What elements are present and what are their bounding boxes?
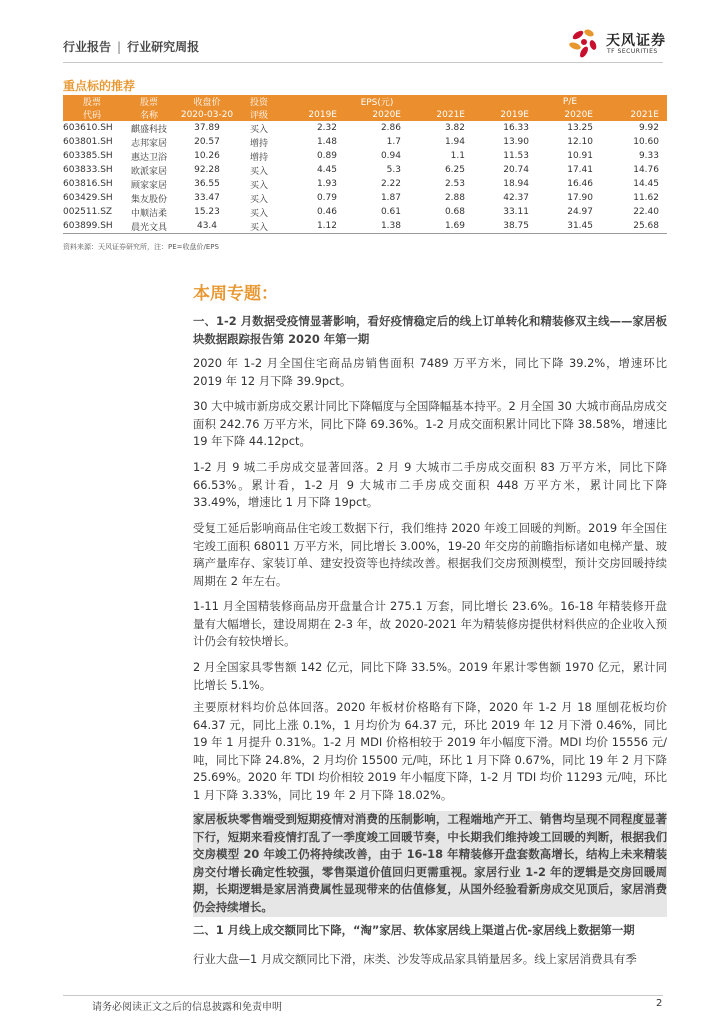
th-sub: 2021E bbox=[409, 108, 473, 121]
cell-eps19: 1.48 bbox=[316, 137, 337, 147]
th-sub: 2020E bbox=[345, 108, 409, 121]
th-sub: 名称 bbox=[121, 108, 177, 121]
cell-name: 顾家家居 bbox=[130, 180, 167, 191]
cell-price: 37.89 bbox=[194, 123, 220, 133]
cell-price: 36.55 bbox=[194, 179, 220, 189]
cell-rating: 买入 bbox=[237, 219, 281, 234]
cell-pe20: 24.97 bbox=[567, 207, 593, 217]
cell-eps20: 1.87 bbox=[380, 193, 401, 203]
cell-pe21: 11.62 bbox=[633, 193, 659, 203]
cell-eps20: 2.22 bbox=[380, 179, 401, 189]
paragraph: 2020 年 1-2 月全国住宅商品房销售面积 7489 万平方米，同比下降 39.2%，增速环比 2019 年 12 月下降 39.9pct。 bbox=[193, 356, 667, 388]
cell-pe20: 16.46 bbox=[567, 179, 593, 189]
cell-eps19: 2.32 bbox=[316, 123, 337, 133]
cell-price: 43.4 bbox=[177, 219, 237, 234]
cell-name: 欧派家居 bbox=[130, 166, 167, 177]
cell-eps19: 1.12 bbox=[281, 219, 345, 234]
cell-pe19: 42.37 bbox=[503, 193, 529, 203]
logo-english-name: TF SECURITIES bbox=[607, 48, 658, 55]
cell-eps19: 0.46 bbox=[316, 207, 337, 217]
cell-eps21: 2.53 bbox=[444, 179, 465, 189]
th-rating: 投资 bbox=[237, 95, 281, 108]
table-row bbox=[63, 135, 667, 149]
cell-rating: 增持 bbox=[249, 152, 268, 163]
th-sub: 2019E bbox=[473, 108, 537, 121]
table-row bbox=[63, 205, 667, 219]
cell-code: 603385.SH bbox=[63, 151, 113, 161]
cell-rating: 买入 bbox=[249, 194, 268, 205]
cell-eps21: 6.25 bbox=[444, 165, 465, 175]
table-row bbox=[63, 149, 667, 163]
table-row bbox=[63, 219, 667, 234]
paragraph: 2 月全国家具零售额 142 亿元，同比下降 33.5%。2019 年累计零售额 1970 亿元，累计同比增长 5.1%。 bbox=[193, 660, 667, 692]
cell-eps20: 2.86 bbox=[380, 123, 401, 133]
report-header bbox=[63, 38, 199, 55]
highlight-paragraph: 家居板块零售端受到短期疫情对消费的压制影响，工程端地产开工、销售均呈现不同程度显著下行，短期来看疫情打乱了一季度竣工回暖节奏，中长期我们维持竣工回暖的判断，根据我们交房模型 20 年竣工仍将持续改善，由于 16-18 年精装修开盘套数高增长，结构上未来精装房交付增长确定性较强，零售渠道价值回归更需重视。家居行业 1-2 年的逻辑是交房回暖周期，长期逻辑是家居消费属性显现带来的估值修复，从国外经验看新房成交见顶后，家居消费仍会持续增长。 bbox=[193, 811, 667, 917]
cell-pe21: 9.92 bbox=[638, 123, 659, 133]
paragraph: 1-11 月全国精装修商品房开盘量合计 275.1 万套，同比增长 23.6%。16-18 年精装修开盘量有大幅增长，建设周期在 2-3 年，故 2020-2021 年为精装修房提供材料供应的企业收入预计仍会有较快增长。 bbox=[193, 599, 667, 649]
paragraph-heading-2: 二、1 月线上成交额同比下降，“淘”家居、软体家居线上渠道占优-家居线上数据第一期 bbox=[193, 923, 635, 937]
cell-pe20: 31.45 bbox=[537, 219, 601, 234]
tf-logo-icon bbox=[568, 26, 602, 60]
section-title: 重点标的推荐 bbox=[63, 79, 136, 93]
header-divider bbox=[63, 62, 663, 63]
cell-pe21: 14.76 bbox=[633, 165, 659, 175]
cell-name: 中顺洁柔 bbox=[130, 208, 167, 219]
cell-rating: 买入 bbox=[249, 180, 268, 191]
cell-pe21: 9.33 bbox=[638, 151, 659, 161]
cell-eps21: 1.94 bbox=[444, 137, 465, 147]
table-subheader-row bbox=[63, 108, 667, 121]
th-sub: 评级 bbox=[237, 108, 281, 121]
table-row bbox=[63, 163, 667, 177]
header-report-type: 行业报告 bbox=[63, 40, 112, 54]
table-row bbox=[63, 191, 667, 205]
cell-eps21: 1.69 bbox=[409, 219, 473, 234]
cell-pe20: 17.41 bbox=[567, 165, 593, 175]
cell-code: 603429.SH bbox=[63, 193, 113, 203]
th-eps: EPS(元) bbox=[281, 95, 473, 108]
logo-chinese-name: 天风证券 bbox=[606, 33, 666, 49]
th-sub: 2019E bbox=[281, 108, 345, 121]
table-row bbox=[63, 177, 667, 191]
th-code: 股票 bbox=[63, 95, 121, 108]
cell-pe20: 17.90 bbox=[567, 193, 593, 203]
tf-securities-logo bbox=[568, 26, 678, 60]
cell-code: 002511.SZ bbox=[63, 207, 113, 217]
cell-eps21: 2.88 bbox=[444, 193, 465, 203]
th-name: 股票 bbox=[121, 95, 177, 108]
cell-pe20: 13.25 bbox=[567, 123, 593, 133]
cell-eps21: 3.82 bbox=[444, 123, 465, 133]
cell-rating: 买入 bbox=[249, 166, 268, 177]
cell-eps19: 1.93 bbox=[316, 179, 337, 189]
cell-pe21: 25.68 bbox=[601, 219, 667, 234]
cell-eps21: 0.68 bbox=[444, 207, 465, 217]
source-note: 资料来源：天风证券研究所，注：PE=收盘价/EPS bbox=[63, 243, 219, 251]
cell-eps20: 1.38 bbox=[345, 219, 409, 234]
th-sub: 2020-03-20 bbox=[177, 108, 237, 121]
th-sub: 2020E bbox=[537, 108, 601, 121]
cell-code: 603899.SH bbox=[63, 219, 121, 234]
cell-price: 20.57 bbox=[194, 137, 220, 147]
recommendation-table bbox=[63, 95, 667, 234]
cell-pe19: 38.75 bbox=[473, 219, 537, 234]
cell-name: 志邦家居 bbox=[130, 138, 167, 149]
cell-pe19: 13.90 bbox=[503, 137, 529, 147]
topic-title: 本周专题： bbox=[193, 284, 278, 304]
th-pe: P/E bbox=[473, 95, 667, 108]
paragraph: 30 大中城市新房成交累计同比下降幅度与全国降幅基本持平。2 月全国 30 大城市商品房成交面积 242.76 万平方米，同比下降 69.36%。1-2 月成交面积累计同比下降 38.58%，增速比 19 年下降 44.12pct。 bbox=[193, 399, 667, 449]
th-sub: 代码 bbox=[63, 108, 121, 121]
header-report-subtype: 行业研究周报 bbox=[127, 40, 200, 54]
cell-code: 603610.SH bbox=[63, 123, 113, 133]
cell-eps19: 4.45 bbox=[316, 165, 337, 175]
cell-rating: 买入 bbox=[249, 124, 268, 135]
cell-price: 10.26 bbox=[194, 151, 220, 161]
cell-eps19: 0.89 bbox=[316, 151, 337, 161]
cell-name: 麒盛科技 bbox=[130, 124, 167, 135]
cell-eps20: 5.3 bbox=[386, 165, 401, 175]
cell-pe19: 20.74 bbox=[503, 165, 529, 175]
cell-eps20: 0.94 bbox=[380, 151, 401, 161]
cell-rating: 增持 bbox=[249, 138, 268, 149]
paragraph-heading-1: 一、1-2 月数据受疫情显著影响，看好疫情稳定后的线上订单转化和精装修双主线——家居板块数据跟踪报告第 2020 年第一期 bbox=[193, 314, 667, 346]
paragraph: 行业大盘—1 月成交额同比下滑，床类、沙发等成品家具销量居多。线上家居消费具有季 bbox=[193, 952, 637, 966]
cell-price: 92.28 bbox=[194, 165, 220, 175]
cell-code: 603816.SH bbox=[63, 179, 113, 189]
cell-eps19: 0.79 bbox=[316, 193, 337, 203]
cell-pe21: 14.45 bbox=[633, 179, 659, 189]
page-number: 2 bbox=[656, 998, 663, 1009]
cell-price: 33.47 bbox=[194, 193, 220, 203]
cell-name: 惠达卫浴 bbox=[130, 152, 167, 163]
cell-price: 15.23 bbox=[194, 207, 220, 217]
footer-divider bbox=[63, 995, 663, 996]
cell-code: 603833.SH bbox=[63, 165, 113, 175]
cell-pe20: 10.91 bbox=[567, 151, 593, 161]
paragraph: 1-2 月 9 城二手房成交显著回落。2 月 9 大城市二手房成交面积 83 万平方米，同比下降 66.53%。累计看，1-2 月 9 大城市二手房成交面积 448 万平方米，累计同比下降 33.49%，增速比 1 月下降 19pct。 bbox=[193, 460, 667, 510]
table-row bbox=[63, 121, 667, 135]
cell-eps20: 1.7 bbox=[386, 137, 401, 147]
header-separator: | bbox=[117, 40, 122, 54]
cell-name: 集友股份 bbox=[130, 194, 167, 205]
cell-pe19: 11.53 bbox=[503, 151, 529, 161]
paragraph: 主要原材料均价总体回落。2020 年板材价格略有下降，2020 年 1-2 月 18 厘刨花板均价 64.37 元，同比上涨 0.1%，1 月均价为 64.37 元，环比 2019 年 12 月下滑 0.46%，同比 19 年 1 月提升 0.31%。1-2 月 MDI 价格相较于 2019 年小幅度下滑。MDI 均价 15556 元/吨，同比下降 24.8%，2 月均价 15500 元/吨，环比 1 月下降 0.67%，同比 19 年 2 月下降 25.69%。2020 年 TDI 均价相较 2019 年小幅度下降，1-2 月 TDI 均价 11293 元/吨，环比 1 月下降 3.33%，同比 19 年 2 月下降 18.02%。 bbox=[193, 700, 667, 802]
cell-pe19: 16.33 bbox=[503, 123, 529, 133]
cell-name: 晨光文具 bbox=[121, 219, 177, 234]
cell-pe20: 12.10 bbox=[567, 137, 593, 147]
cell-eps20: 0.61 bbox=[380, 207, 401, 217]
paragraph: 受复工延后影响商品住宅竣工数据下行，我们维持 2020 年竣工回暖的判断。2019 年全国住宅竣工面积 68011 万平方米，同比增长 3.00%，19-20 年交房的前瞻指标诸如电梯产量、玻璃产量库存、家装订单、建安投资等也持续改善。根据我们交房预测模型，预计交房回暖持续周期在 2 年左右。 bbox=[193, 521, 667, 588]
cell-pe21: 22.40 bbox=[633, 207, 659, 217]
footer-disclaimer: 请务必阅读正文之后的信息披露和免责申明 bbox=[92, 1002, 282, 1013]
cell-rating: 买入 bbox=[249, 208, 268, 219]
cell-pe19: 33.11 bbox=[503, 207, 529, 217]
th-sub: 2021E bbox=[601, 108, 667, 121]
cell-eps21: 1.1 bbox=[450, 151, 465, 161]
th-price: 收盘价 bbox=[177, 95, 237, 108]
table-header-row bbox=[63, 95, 667, 108]
cell-pe19: 18.94 bbox=[503, 179, 529, 189]
cell-code: 603801.SH bbox=[63, 137, 113, 147]
cell-pe21: 10.60 bbox=[633, 137, 659, 147]
